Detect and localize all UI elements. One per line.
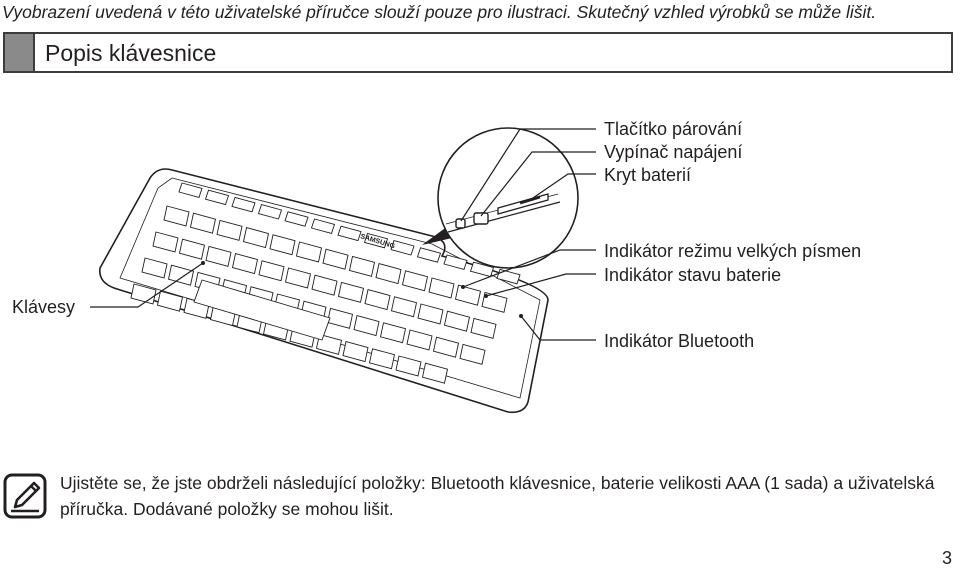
note-pencil-icon (3, 473, 47, 519)
brand-label: SAMSUNG (359, 233, 396, 251)
zoom-power-switch (474, 213, 488, 224)
note-text: Ujistěte se, že jste obdrželi následující položky: Bluetooth klávesnice, baterie velikosti AAA (1 sada) a uživatelská příručka. Dodávané položky se mohou lišit. (60, 473, 935, 519)
label-battery-cover: Kryt baterií (604, 165, 692, 185)
zoom-pairing-button (456, 219, 465, 228)
label-pairing-button: Tlačítko párování (604, 119, 743, 139)
section-title-bar (3, 32, 953, 73)
page-number: 3 (942, 548, 953, 568)
label-battery-indicator: Indikátor stavu baterie (604, 265, 782, 285)
label-caps-lock-indicator: Indikátor režimu velkých písmen (604, 241, 862, 261)
label-keys: Klávesy (12, 297, 76, 317)
title-marker (5, 34, 35, 71)
label-bluetooth-indicator: Indikátor Bluetooth (604, 331, 755, 351)
disclaimer-text: Vyobrazení uvedená v této uživatelské příručce slouží pouze pro ilustraci. Skutečný vzhled výrobků se může lišit. (2, 2, 877, 22)
label-power-switch: Vypínač napájení (604, 142, 743, 162)
section-title: Popis klávesnice (45, 40, 217, 66)
zoom-circle (438, 128, 578, 268)
